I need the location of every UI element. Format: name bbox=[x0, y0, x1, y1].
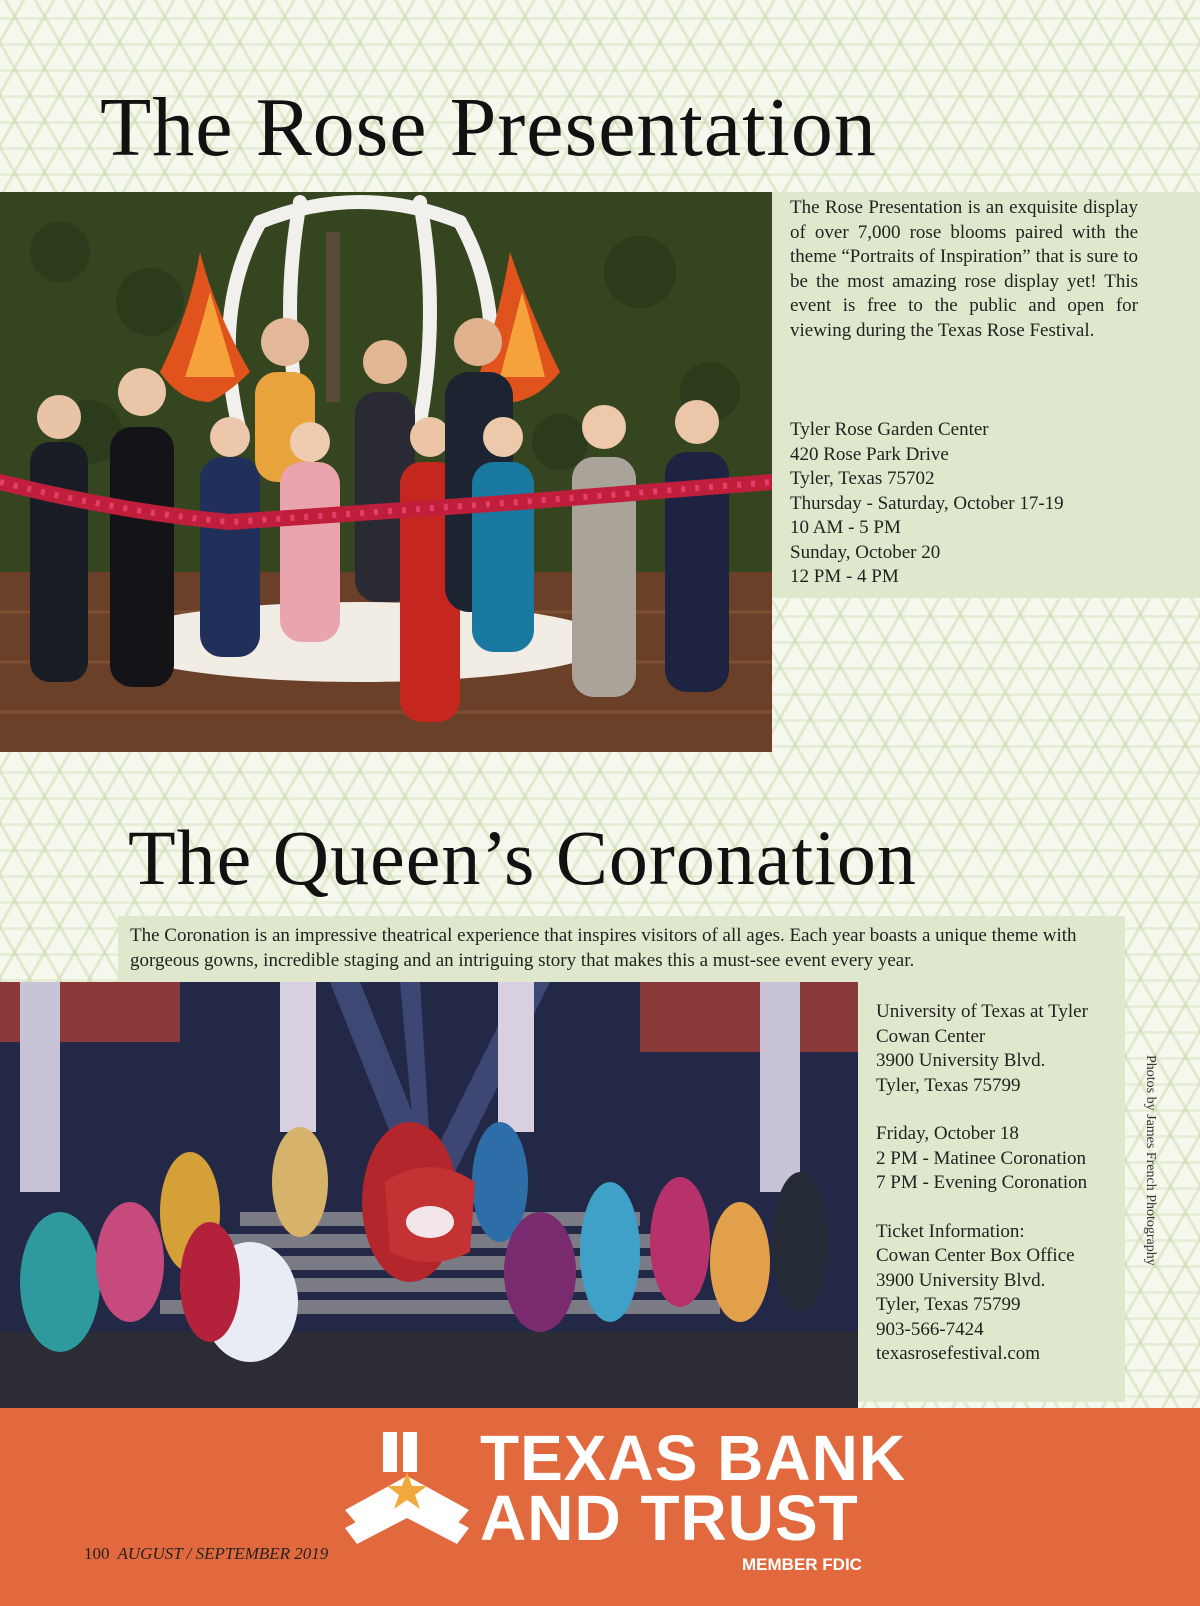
bank-name-line1: TEXAS BANK bbox=[480, 1422, 907, 1494]
page-number: 100 bbox=[84, 1544, 110, 1563]
coronation-venue-center: Cowan Center bbox=[876, 1025, 986, 1047]
ticket-info-heading: Ticket Information: bbox=[876, 1220, 1025, 1242]
rose-venue-city: Tyler, Texas 75702 bbox=[790, 468, 935, 489]
ticket-phone: 903-566-7424 bbox=[876, 1318, 984, 1340]
coronation-description: The Coronation is an impressive theatrical experience that inspires visitors of all ages. Each year boasts a unique theme with gorgeous gowns, incredible staging and an intriguing story that makes this a must-see event every year. bbox=[130, 925, 1077, 971]
spacer bbox=[876, 1098, 1126, 1122]
rose-weekday-hours: 10 AM - 5 PM bbox=[790, 517, 901, 538]
coronation-photo-illustration bbox=[0, 982, 858, 1408]
photo-credit: Photos by James French Photography bbox=[1143, 1055, 1158, 1266]
coronation-details bbox=[876, 1000, 1126, 1367]
rose-presentation-photo bbox=[0, 192, 772, 752]
rose-sunday-hours: 12 PM - 4 PM bbox=[790, 566, 899, 587]
rose-venue-name: Tyler Rose Garden Center bbox=[790, 419, 989, 440]
coronation-venue-street: 3900 University Blvd. bbox=[876, 1050, 1046, 1071]
coronation-evening-time: 7 PM - Evening Coronation bbox=[876, 1172, 1088, 1193]
coronation-photo bbox=[0, 982, 858, 1408]
coronation-venue-city: Tyler, Texas 75799 bbox=[876, 1074, 1021, 1096]
ticket-website: texasrosefestival.com bbox=[876, 1343, 1041, 1364]
rose-presentation-description: The Rose Presentation is an exquisite display of over 7,000 rose blooms paired with the theme “Portraits of Inspiration” that is sure to be the most amazing rose display yet! This event is free to the public and open for viewing during the Texas Rose Festival. bbox=[790, 197, 1138, 341]
spacer bbox=[876, 1196, 1126, 1220]
rose-sunday-date: Sunday, October 20 bbox=[790, 541, 941, 563]
rose-photo-illustration bbox=[0, 192, 772, 752]
ticket-street: 3900 University Blvd. bbox=[876, 1269, 1046, 1291]
coronation-matinee-time: 2 PM - Matinee Coronation bbox=[876, 1147, 1087, 1169]
bank-name-line2: AND TRUST bbox=[480, 1482, 859, 1554]
bank-name bbox=[480, 1422, 907, 1554]
coronation-date: Friday, October 18 bbox=[876, 1123, 1019, 1144]
rose-presentation-details bbox=[790, 418, 1150, 590]
rose-weekday-dates: Thursday - Saturday, October 17-19 bbox=[790, 492, 1064, 514]
rose-presentation-title: The Rose Presentation bbox=[100, 81, 877, 174]
ticket-box-office: Cowan Center Box Office bbox=[876, 1245, 1075, 1266]
ticket-city: Tyler, Texas 75799 bbox=[876, 1294, 1021, 1315]
rose-venue-street: 420 Rose Park Drive bbox=[790, 443, 949, 465]
member-fdic-tagline: MEMBER FDIC bbox=[742, 1555, 862, 1574]
issue-date: AUGUST / SEPTEMBER 2019 bbox=[117, 1544, 329, 1563]
queens-coronation-title: The Queen’s Coronation bbox=[128, 814, 917, 901]
bank-logo-icon bbox=[345, 1432, 470, 1550]
page-footer bbox=[84, 1544, 328, 1564]
coronation-venue-name: University of Texas at Tyler bbox=[876, 1001, 1088, 1022]
